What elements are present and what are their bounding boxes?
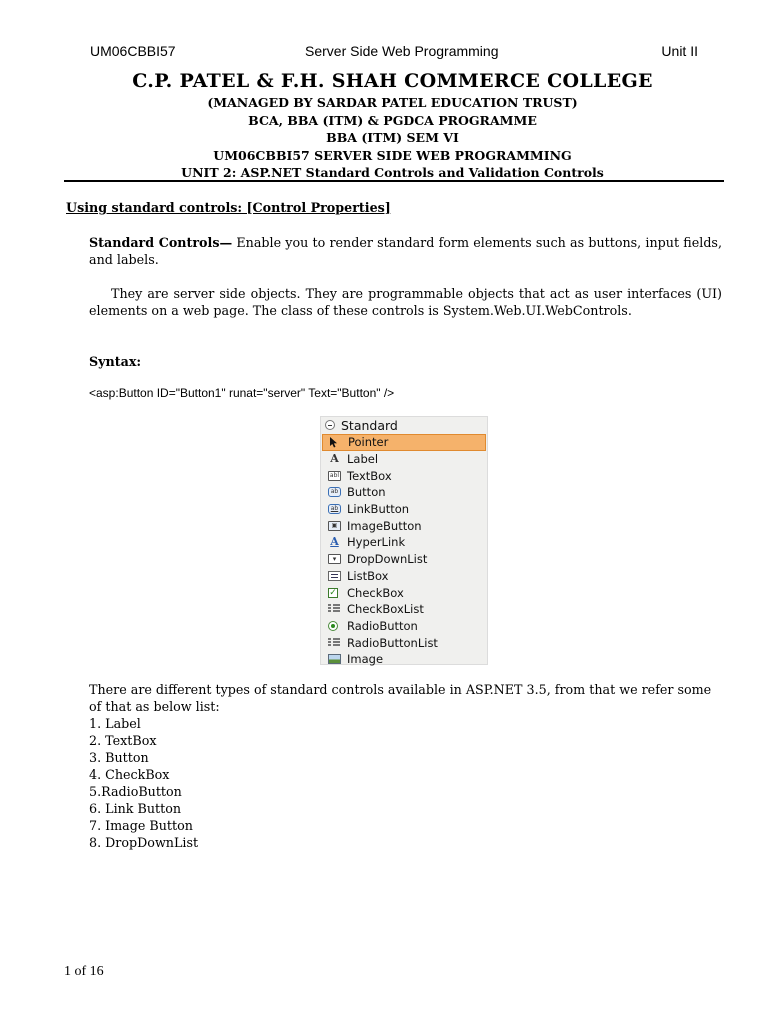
- toolbox-header: [321, 417, 487, 434]
- listbox-icon: [328, 571, 341, 581]
- toolbox-item-label-control: [321, 451, 487, 468]
- description-paragraph: They are server side objects. They are programmable objects that act as user interfaces (UI) elements on a web page. The class of these controls is System.Web.UI.WebControls.: [89, 286, 722, 318]
- toolbox-item-radiobutton: [321, 618, 487, 635]
- list-intro-paragraph: There are different types of standard controls available in ASP.NET 3.5, from that we refer some of that as below list:: [89, 682, 712, 714]
- toolbox-item-checkboxlist: [321, 601, 487, 618]
- radiobutton-icon: [328, 621, 338, 631]
- toolbox-item-label: ListBox: [347, 568, 389, 583]
- list-item: 1. Label: [89, 716, 141, 731]
- list-item: 5.RadioButton: [89, 784, 182, 799]
- list-item: 2. TextBox: [89, 733, 157, 748]
- toolbox-item-label: CheckBox: [347, 585, 404, 600]
- header-unit: Unit II: [661, 43, 698, 59]
- toolbox-item-image: [321, 651, 487, 668]
- course-line: UM06CBBI57 SERVER SIDE WEB PROGRAMMING: [213, 147, 572, 163]
- checkboxlist-icon: [328, 604, 340, 614]
- linkbutton-icon: ab: [328, 504, 341, 514]
- toolbox-item-radiobuttonlist: [321, 635, 487, 652]
- toolbox-item-button: [321, 484, 487, 501]
- toolbox-item-label: Image: [347, 652, 384, 667]
- imagebutton-icon: ▣: [328, 521, 341, 531]
- semester-line: BBA (ITM) SEM VI: [326, 130, 459, 145]
- title-divider: [64, 180, 724, 182]
- toolbox-item-pointer: [322, 434, 486, 451]
- toolbox-item-label: RadioButtonList: [347, 635, 438, 650]
- toolbox-item-label: DropDownList: [347, 552, 428, 567]
- toolbox-item-label: TextBox: [347, 468, 392, 483]
- college-name: C.P. PATEL & F.H. SHAH COMMERCE COLLEGE: [132, 70, 653, 92]
- definition-text: Enable you to render standard form elements such as buttons, input fields, and labels.: [89, 235, 722, 267]
- toolbox-item-hyperlink: [321, 534, 487, 551]
- toolbox-item-linkbutton: [321, 501, 487, 518]
- image-icon: [328, 654, 341, 664]
- toolbox-item-label: RadioButton: [347, 618, 418, 633]
- toolbox-item-label: ImageButton: [347, 518, 422, 533]
- toolbox-header-label: Standard: [341, 418, 398, 433]
- list-item: 3. Button: [89, 750, 149, 765]
- textbox-icon: abl: [329, 471, 340, 479]
- list-item: 8. DropDownList: [89, 835, 199, 850]
- header-subject: Server Side Web Programming: [305, 43, 499, 59]
- running-header: [90, 43, 698, 61]
- syntax-code: <asp:Button ID="Button1" runat="server" Text="Button" />: [89, 386, 395, 400]
- header-course-code: UM06CBBI57: [90, 43, 176, 59]
- checkbox-icon: ✓: [329, 587, 337, 598]
- unit-title: UNIT 2: ASP.NET Standard Controls and Validation Controls: [181, 165, 604, 180]
- collapse-icon: [325, 420, 335, 430]
- label-icon: A: [330, 452, 339, 465]
- toolbox-item-listbox: [321, 568, 487, 585]
- toolbox-item-label: Label: [347, 452, 379, 466]
- list-item: 7. Image Button: [89, 818, 193, 833]
- standard-controls-list: [89, 715, 198, 851]
- button-icon: ab: [328, 487, 341, 497]
- toolbox-item-label: Button: [347, 485, 386, 500]
- toolbox-item-dropdownlist: [321, 551, 487, 568]
- toolbox-item-label: Pointer: [348, 435, 389, 449]
- list-item: 4. CheckBox: [89, 767, 170, 782]
- dropdownlist-icon: ▾: [328, 554, 341, 564]
- page-number: 1 of 16: [64, 964, 104, 979]
- definition-term: Standard Controls—: [89, 235, 233, 250]
- definition-paragraph: [89, 234, 722, 268]
- toolbox-item-checkbox: [321, 585, 487, 602]
- programmes-line: BCA, BBA (ITM) & PGDCA PROGRAMME: [248, 112, 537, 128]
- toolbox-item-label: LinkButton: [347, 502, 410, 517]
- managed-by-line: (MANAGED BY SARDAR PATEL EDUCATION TRUST): [207, 95, 578, 110]
- section-heading: Using standard controls: [Control Properties]: [66, 200, 391, 215]
- toolbox-item-label: HyperLink: [347, 535, 406, 550]
- pointer-icon: [329, 437, 342, 447]
- syntax-label: Syntax:: [89, 354, 142, 369]
- toolbox-item-textbox: [321, 468, 487, 485]
- hyperlink-icon: A: [330, 535, 339, 549]
- radiobuttonlist-icon: [328, 638, 340, 648]
- standard-toolbox-screenshot: [320, 416, 488, 665]
- title-block: [60, 68, 725, 182]
- toolbox-item-label: CheckBoxList: [347, 602, 424, 617]
- list-item: 6. Link Button: [89, 801, 182, 816]
- toolbox-item-imagebutton: [321, 518, 487, 535]
